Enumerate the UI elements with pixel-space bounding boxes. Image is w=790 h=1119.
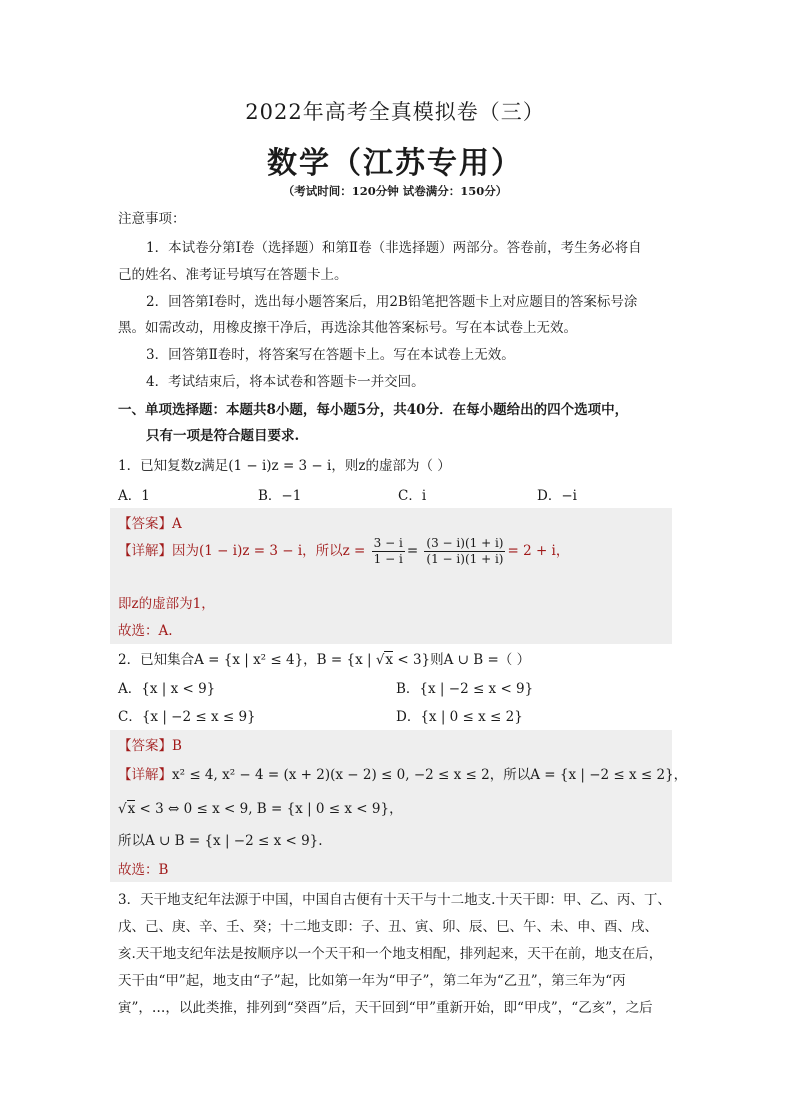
question-3-line: 戊、己、庚、辛、壬、癸；十二地支即：子、丑、寅、卯、辰、巳、午、未、申、酉、戌、 [118, 919, 658, 935]
sqrt-symbol: √ [118, 801, 127, 817]
question-1-stem: 1．已知复数z满足(1 − i)z = 3 − i，则z的虚部为（ ） [118, 458, 451, 474]
question-2-stem [118, 648, 530, 668]
q1-conclusion: 故选：A. [118, 623, 173, 639]
note-line: 2．回答第Ⅰ卷时，选出每小题答案后，用2B铅笔把答题卡上对应题目的答案标号涂 [146, 294, 638, 310]
detail-math: x² ≤ 4, x² − 4 = (x + 2)(x − 2) ≤ 0, −2 ≤ x ≤ 2，所以A = {x | −2 ≤ x ≤ 2}， [172, 767, 688, 783]
q1-detail [118, 536, 569, 567]
detail-text: 因为(1 − i)z = 3 − i，所以z = [172, 543, 366, 559]
q2-option-a: A．{x | x < 9} [118, 681, 216, 697]
note-line: 己的姓名、准考证号填写在答题卡上。 [118, 267, 348, 283]
q2-option-c: C．{x | −2 ≤ x ≤ 9} [118, 709, 256, 725]
note-line: 黑。如需改动，用橡皮擦干净后，再选涂其他答案标号。写在本试卷上无效。 [118, 320, 577, 336]
detail-tail: = 2 + i， [507, 543, 570, 559]
note-line: 3．回答第Ⅱ卷时，将答案写在答题卡上。写在本试卷上无效。 [146, 347, 515, 363]
sqrt-radicand: x [127, 801, 136, 817]
stem-part: < 3}则A ∪ B =（ ） [393, 652, 531, 668]
notes-heading: 注意事项： [118, 211, 186, 227]
q1-option-b: B．−1 [258, 488, 302, 504]
q1-option-a: A．1 [118, 488, 150, 504]
q1-answer: 【答案】A [118, 516, 182, 532]
q2-option-b: B．{x | −2 ≤ x < 9} [396, 681, 534, 697]
q1-answer-box [110, 508, 672, 644]
stem-part: 2．已知集合A = {x | x² ≤ 4}，B = {x | [118, 652, 376, 668]
exam-subject: 数学（江苏专用） [267, 146, 523, 181]
sqrt-radicand: x [385, 652, 394, 668]
fraction-denominator: (1 − i)(1 + i) [426, 552, 504, 566]
q2-conclusion: 故选：B [118, 862, 169, 878]
note-line: 4．考试结束后，将本试卷和答题卡一并交回。 [146, 374, 425, 390]
sqrt-symbol: √ [375, 652, 385, 668]
fraction-numerator: (3 − i)(1 + i) [426, 536, 504, 550]
q1-option-c: C．i [398, 488, 427, 504]
fraction-numerator: 3 − i [373, 536, 403, 550]
question-3-line: 亥.天干地支纪年法是按顺序以一个天干和一个地支相配，排列起来，天干在前，地支在后， [118, 946, 663, 962]
detail-math: < 3 ⇔ 0 ≤ x < 9, B = {x | 0 ≤ x < 9}， [135, 801, 403, 817]
section-heading-cont: 只有一项是符合题目要求. [146, 428, 300, 444]
question-3-line: 寅”，…，以此类推，排列到“癸酉”后，天干回到“甲”重新开始，即“甲戌”，“乙亥”，之后 [118, 1000, 653, 1016]
exam-info: （考试时间：120分钟 试卷满分：150分） [282, 184, 508, 198]
exam-title: 2022年高考全真模拟卷（三） [245, 100, 545, 124]
fraction [372, 536, 405, 567]
q2-detail [118, 763, 687, 783]
fraction [424, 536, 505, 567]
detail-label: 【详解】 [118, 543, 172, 559]
q1-option-d: D．−i [537, 488, 577, 504]
question-3-line: 天干由“甲”起，地支由“子”起，比如第一年为“甲子”，第二年为“乙丑”，第三年为“丙 [118, 973, 626, 989]
equals-sign: = [406, 543, 419, 559]
q2-answer: 【答案】B [118, 738, 182, 754]
q2-detail-line [118, 797, 403, 817]
detail-label: 【详解】 [118, 767, 172, 783]
q2-detail-line: 所以A ∪ B = {x | −2 ≤ x < 9}. [118, 833, 323, 849]
note-line: 1．本试卷分第Ⅰ卷（选择题）和第Ⅱ卷（非选择题）两部分。答卷前，考生务必将自 [146, 240, 642, 256]
fraction-denominator: 1 − i [373, 552, 403, 566]
q1-detail-line: 即z的虚部为1， [118, 596, 215, 612]
question-3-line: 3．天干地支纪年法源于中国，中国自古便有十天干与十二地支.十天干即：甲、乙、丙、丁、 [118, 892, 671, 908]
section-heading: 一、单项选择题：本题共8小题，每小题5分，共40分．在每小题给出的四个选项中， [118, 402, 629, 418]
q2-option-d: D．{x | 0 ≤ x ≤ 2} [396, 709, 523, 725]
